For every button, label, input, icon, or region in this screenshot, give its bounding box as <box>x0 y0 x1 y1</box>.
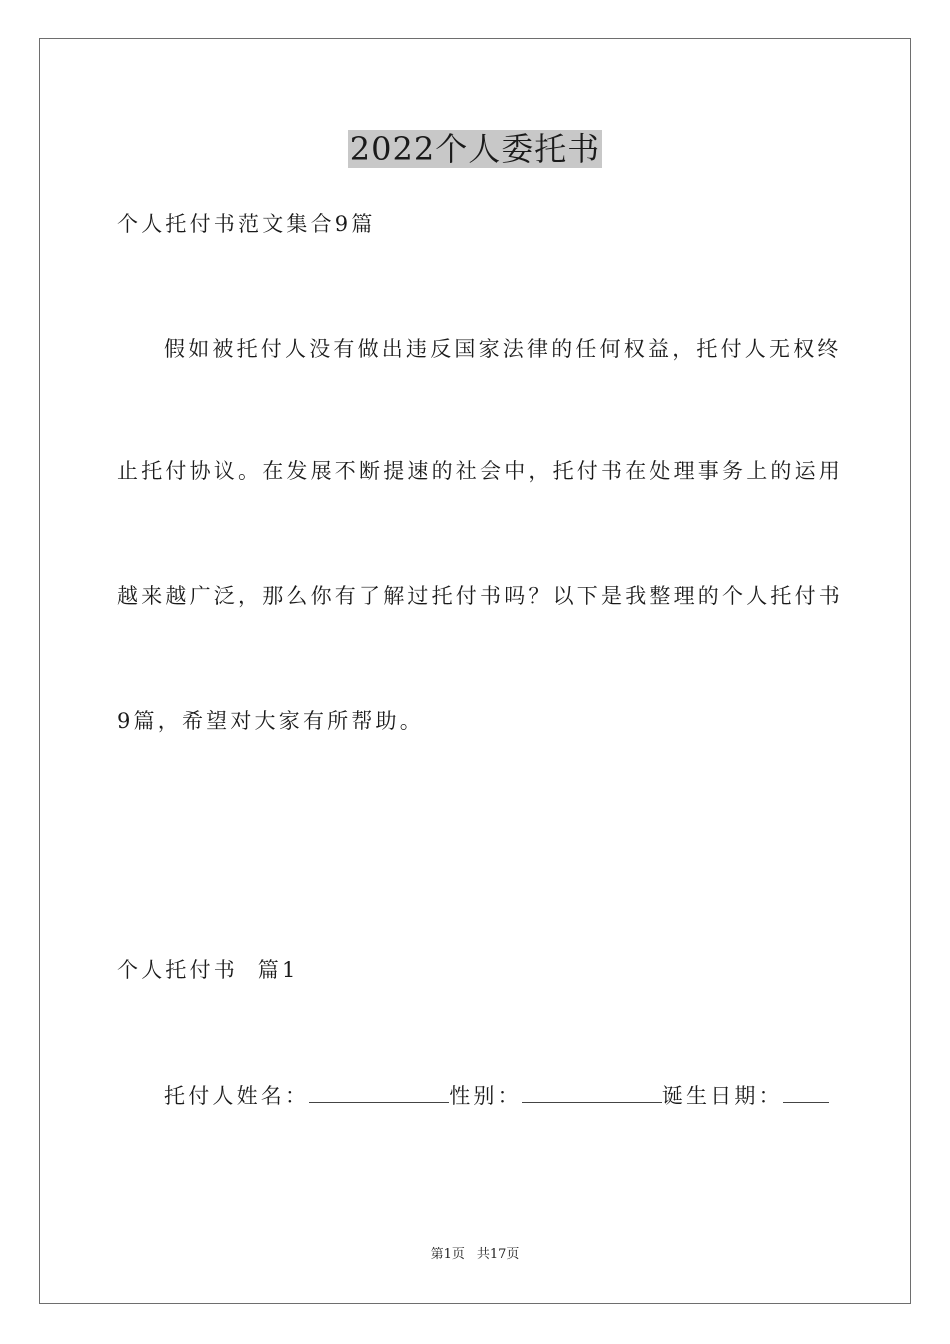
document-subtitle: 个人托付书范文集合9篇 <box>117 212 376 236</box>
form-line <box>164 1080 829 1111</box>
page-total: 共17页 <box>476 1247 520 1262</box>
page-current: 第1页 <box>430 1247 465 1262</box>
birth-blank <box>783 1080 829 1103</box>
page-footer <box>0 1246 950 1264</box>
intro-line-3: 越来越广泛，那么你有了解过托付书吗？以下是我整理的个人托付书 <box>117 584 843 608</box>
document-title-text: 2022个人委托书 <box>349 130 601 168</box>
intro-line-1: 假如被托付人没有做出违反国家法律的任何权益，托付人无权终 <box>164 337 842 361</box>
birth-label: 诞生日期： <box>661 1084 783 1108</box>
intro-line-2: 止托付协议。在发展不断提速的社会中，托付书在处理事务上的运用 <box>117 459 843 483</box>
gender-label: 性别： <box>449 1084 522 1108</box>
name-label: 托付人姓名： <box>164 1084 310 1108</box>
section-heading: 个人托付书 篇1 <box>117 958 299 982</box>
intro-line-4: 9篇，希望对大家有所帮助。 <box>117 709 424 733</box>
document-title <box>0 128 950 170</box>
name-blank <box>309 1080 449 1103</box>
gender-blank <box>522 1080 662 1103</box>
